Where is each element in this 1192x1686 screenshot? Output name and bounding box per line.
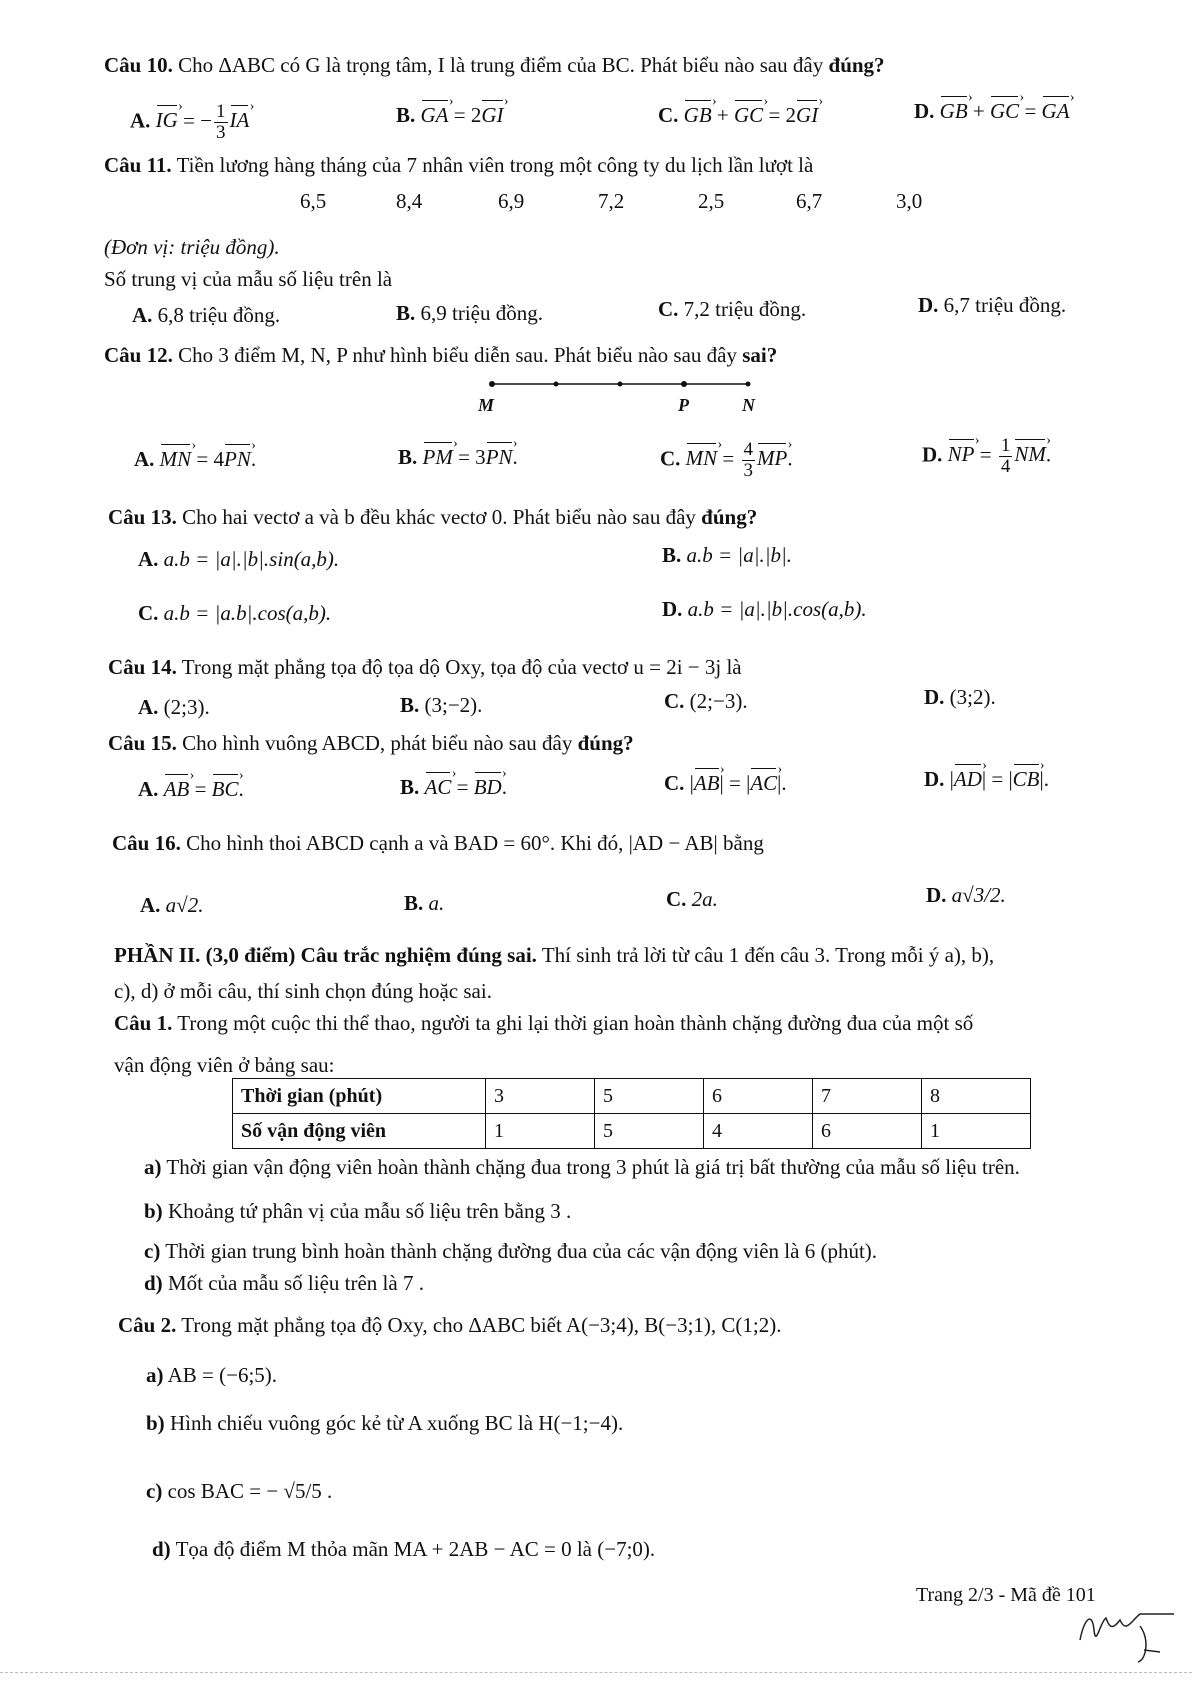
option-math: a.b = |a|.|b|.sin(a,b). <box>163 547 340 571</box>
q13-option-c[interactable] <box>138 600 331 626</box>
q15-text: Cho hình vuông ABCD, phát biểu nào sau đây <box>182 731 573 755</box>
option-letter: C. <box>138 601 159 625</box>
table-cell: 7 <box>813 1079 922 1114</box>
item-letter: b) <box>146 1411 165 1435</box>
option-text: (3;−2). <box>424 693 483 717</box>
point-m-label: M <box>478 395 495 415</box>
q12-option-a[interactable]: A. MN › = 4PN ›. <box>134 446 256 472</box>
part2-text1: Thí sinh trả lời từ câu 1 đến câu 3. Trong mỗi ý a), b), <box>541 943 995 967</box>
item-letter: a) <box>144 1155 162 1179</box>
q16-label: Câu 16. <box>112 831 181 855</box>
page-footer: Trang 2/3 - Mã đề 101 <box>916 1584 1096 1606</box>
p2q1-table <box>232 1078 1031 1149</box>
table-cell: 5 <box>595 1079 704 1114</box>
q16-stem <box>112 830 764 856</box>
q12-emph: sai? <box>742 343 778 367</box>
q12-text: Cho 3 điểm M, N, P như hình biểu diễn sau. Phát biểu nào sau đây <box>178 343 737 367</box>
tick-1 <box>554 382 559 387</box>
signature-mark <box>1070 1600 1180 1670</box>
option-letter: B. <box>396 301 416 325</box>
option-letter: D. <box>662 597 683 621</box>
q10-stem <box>104 52 885 78</box>
q11-value-3: 7,2 <box>598 189 625 213</box>
p2q2-item-c[interactable] <box>146 1478 332 1504</box>
q14-label: Câu 14. <box>108 655 177 679</box>
q10-label: Câu 10. <box>104 53 173 77</box>
q15-option-b[interactable]: B. AC › = BD ›. <box>400 774 507 800</box>
option-text: a. <box>428 891 445 915</box>
point-n <box>746 382 751 387</box>
item-text: Thời gian vận động viên hoàn thành chặng đua trong 3 phút là giá trị bất thường của mẫu số liệu trên. <box>166 1155 1020 1179</box>
table-cell: 6 <box>704 1079 813 1114</box>
q15-option-a[interactable]: A. AB › = BC ›. <box>138 776 244 802</box>
q12-option-d[interactable]: D. NP › = $\frac{1}{4}$ NM ›. <box>922 436 1051 477</box>
option-text: 7,2 triệu đồng. <box>683 297 807 321</box>
p2q2-item-d[interactable] <box>152 1536 655 1562</box>
item-text: Tọa độ điểm M thỏa mãn MA + 2AB − AC = 0 là (−7;0). <box>175 1537 656 1561</box>
point-n-label: N <box>742 395 755 415</box>
p2q2-item-a[interactable] <box>146 1362 277 1388</box>
q14-option-d[interactable] <box>924 684 996 710</box>
q15-label: Câu 15. <box>108 731 177 755</box>
p2q1-label: Câu 1. <box>114 1011 173 1035</box>
part2-heading <box>114 942 994 968</box>
p2q1-stem <box>114 1010 973 1036</box>
p2q2-label: Câu 2. <box>118 1313 177 1337</box>
table-header: Thời gian (phút) <box>233 1079 486 1114</box>
p2q1-item-d[interactable] <box>144 1270 424 1296</box>
q12-label: Câu 12. <box>104 343 173 367</box>
q14-option-c[interactable] <box>664 688 748 714</box>
q15-stem <box>108 730 634 756</box>
option-letter: C. <box>660 446 681 471</box>
option-letter: C. <box>664 689 685 713</box>
option-letter: A. <box>130 108 151 133</box>
item-text: Mốt của mẫu số liệu trên là 7 . <box>167 1271 424 1295</box>
option-letter: C. <box>666 887 687 911</box>
part2-title: PHẦN II. (3,0 điểm) Câu trắc nghiệm đúng sai. <box>114 943 537 967</box>
option-math: a.b = |a|.|b|.cos(a,b). <box>687 597 867 621</box>
p2q1-text1: Trong một cuộc thi thể thao, người ta ghi lại thời gian hoàn thành chặng đường đua của một số <box>177 1011 974 1035</box>
option-letter: C. <box>664 771 685 795</box>
p2q1-item-c[interactable] <box>144 1238 877 1264</box>
q11-question: Số trung vị của mẫu số liệu trên là <box>104 267 393 291</box>
item-text: Thời gian trung bình hoàn thành chặng đường đua của các vận động viên là 6 (phút). <box>165 1239 878 1263</box>
option-letter: A. <box>134 447 155 471</box>
q11-label: Câu 11. <box>104 153 172 177</box>
q11-option-d[interactable] <box>918 292 1066 318</box>
table-cell: 1 <box>486 1114 595 1149</box>
option-math: a.b = |a|.|b|. <box>686 543 793 567</box>
q13-stem <box>108 504 757 530</box>
table-cell: 4 <box>704 1114 813 1149</box>
q10-option-b[interactable]: B. GA › = 2GI › <box>396 102 504 128</box>
table-cell: 5 <box>595 1114 704 1149</box>
item-letter: c) <box>144 1239 161 1263</box>
q11-value-1: 8,4 <box>396 189 423 213</box>
q10-option-d[interactable]: D. GB › + GC › = GA › <box>914 98 1070 124</box>
option-text: a√3/2. <box>951 883 1006 907</box>
tick-2 <box>618 382 623 387</box>
option-letter: D. <box>924 685 945 709</box>
option-text: 6,8 triệu đồng. <box>157 303 281 327</box>
q11-unit: (Đơn vị: triệu đồng). <box>104 235 280 259</box>
option-letter: A. <box>138 777 159 801</box>
option-letter: C. <box>658 103 679 127</box>
q14-option-b[interactable] <box>400 692 482 718</box>
q11-text: Tiền lương hàng tháng của 7 nhân viên trong một công ty du lịch lần lượt là <box>176 153 814 177</box>
option-letter: D. <box>924 767 945 791</box>
q13-option-a[interactable] <box>138 546 339 572</box>
option-text: 6,7 triệu đồng. <box>943 293 1067 317</box>
q12-option-b[interactable]: B. PM › = 3PN ›. <box>398 444 518 470</box>
p2q1-item-b[interactable] <box>144 1198 571 1224</box>
option-text: (2;3). <box>163 695 210 719</box>
q10-emph: đúng? <box>828 53 885 77</box>
point-m <box>489 381 495 387</box>
q11-value-2: 6,9 <box>498 189 525 213</box>
item-letter: c) <box>146 1479 163 1503</box>
p2q2-stem <box>118 1312 782 1338</box>
option-letter: D. <box>914 99 935 123</box>
option-text: 6,9 triệu đồng. <box>420 301 543 325</box>
q12-number-line <box>480 372 760 422</box>
table-header: Số vận động viên <box>233 1114 486 1149</box>
option-letter: D. <box>926 883 947 907</box>
option-text: a√2. <box>165 893 204 917</box>
table-cell: 6 <box>813 1114 922 1149</box>
q11-option-c[interactable] <box>658 296 806 322</box>
option-letter: A. <box>132 303 153 327</box>
option-letter: B. <box>396 103 416 127</box>
q15-emph: đúng? <box>577 731 634 755</box>
item-letter: d) <box>152 1537 171 1561</box>
p2q2-text: Trong mặt phẳng tọa độ Oxy, cho ΔABC biết A(−3;4), B(−3;1), C(1;2). <box>181 1313 782 1337</box>
option-letter: B. <box>400 693 420 717</box>
q13-label: Câu 13. <box>108 505 177 529</box>
q16-option-d[interactable] <box>926 882 1006 908</box>
q13-option-d[interactable] <box>662 596 867 622</box>
q11-value-0: 6,5 <box>300 189 327 213</box>
item-text: cos BAC = − √5/5 . <box>167 1479 333 1503</box>
q11-option-a[interactable] <box>132 302 280 328</box>
q15-option-d[interactable]: D. |AD ›| = |CB ›|. <box>924 766 1049 792</box>
item-letter: b) <box>144 1199 163 1223</box>
q12-stem <box>104 342 777 368</box>
q16-option-b[interactable] <box>404 890 444 916</box>
option-text: 2a. <box>691 887 718 911</box>
option-letter: B. <box>398 445 418 469</box>
table-cell: 3 <box>486 1079 595 1114</box>
option-math: a.b = |a.b|.cos(a,b). <box>163 601 332 625</box>
p2q1-item-a[interactable] <box>144 1154 1020 1180</box>
item-letter: d) <box>144 1271 163 1295</box>
point-p <box>681 381 687 387</box>
part2-text2: c), d) ở mỗi câu, thí sinh chọn đúng hoặc sai. <box>114 979 492 1003</box>
option-letter: B. <box>404 891 424 915</box>
q16-option-a[interactable] <box>140 892 203 918</box>
q11-value-6: 3,0 <box>896 189 923 213</box>
table-row <box>233 1114 1031 1149</box>
q13-text: Cho hai vectơ a và b đều khác vectơ 0. Phát biểu nào sau đây <box>182 505 696 529</box>
q10-option-a[interactable]: A. IG › = − $\frac{1}{3}$ IA › <box>130 102 249 143</box>
q11-option-b[interactable] <box>396 300 543 326</box>
table-cell: 1 <box>922 1114 1031 1149</box>
q11-value-4: 2,5 <box>698 189 725 213</box>
item-text: Khoảng tứ phân vị của mẫu số liệu trên bằng 3 . <box>167 1199 572 1223</box>
q11-stem <box>104 152 813 178</box>
option-text: (3;2). <box>949 685 996 709</box>
q13-option-b[interactable] <box>662 542 792 568</box>
option-letter: A. <box>140 893 161 917</box>
table-row <box>233 1079 1031 1114</box>
option-letter: A. <box>138 547 159 571</box>
item-text: Hình chiếu vuông góc kẻ từ A xuống BC là H(−1;−4). <box>169 1411 624 1435</box>
q10-option-c[interactable]: C. GB › + GC › = 2GI › <box>658 102 818 128</box>
option-letter: D. <box>922 442 943 467</box>
p2q2-item-b[interactable] <box>146 1410 623 1436</box>
q15-option-c[interactable]: C. |AB ›| = |AC ›|. <box>664 770 787 796</box>
q10-text: Cho ΔABC có G là trọng tâm, I là trung điểm của BC. Phát biểu nào sau đây <box>178 53 824 77</box>
p2q1-text2: vận động viên ở bảng sau: <box>114 1053 335 1077</box>
q12-option-c[interactable]: C. MN › = $\frac{4}{3}$ MP ›. <box>660 440 793 481</box>
item-letter: a) <box>146 1363 164 1387</box>
option-letter: D. <box>918 293 939 317</box>
q14-option-a[interactable] <box>138 694 210 720</box>
option-text: (2;−3). <box>689 689 748 713</box>
q13-emph: đúng? <box>701 505 758 529</box>
option-letter: B. <box>400 775 420 799</box>
bottom-divider <box>0 1672 1192 1673</box>
item-text: AB = (−6;5). <box>167 1363 278 1387</box>
q11-value-5: 6,7 <box>796 189 823 213</box>
q14-stem <box>108 654 742 680</box>
q14-text: Trong mặt phẳng tọa độ tọa dộ Oxy, tọa độ của vectơ u = 2i − 3j là <box>181 655 742 679</box>
option-letter: C. <box>658 297 679 321</box>
table-cell: 8 <box>922 1079 1031 1114</box>
point-p-label: P <box>678 395 689 415</box>
q16-text: Cho hình thoi ABCD cạnh a và BAD = 60°. Khi đó, |AD − AB| bằng <box>186 831 764 855</box>
q16-option-c[interactable] <box>666 886 718 912</box>
option-letter: B. <box>662 543 682 567</box>
option-letter: A. <box>138 695 159 719</box>
